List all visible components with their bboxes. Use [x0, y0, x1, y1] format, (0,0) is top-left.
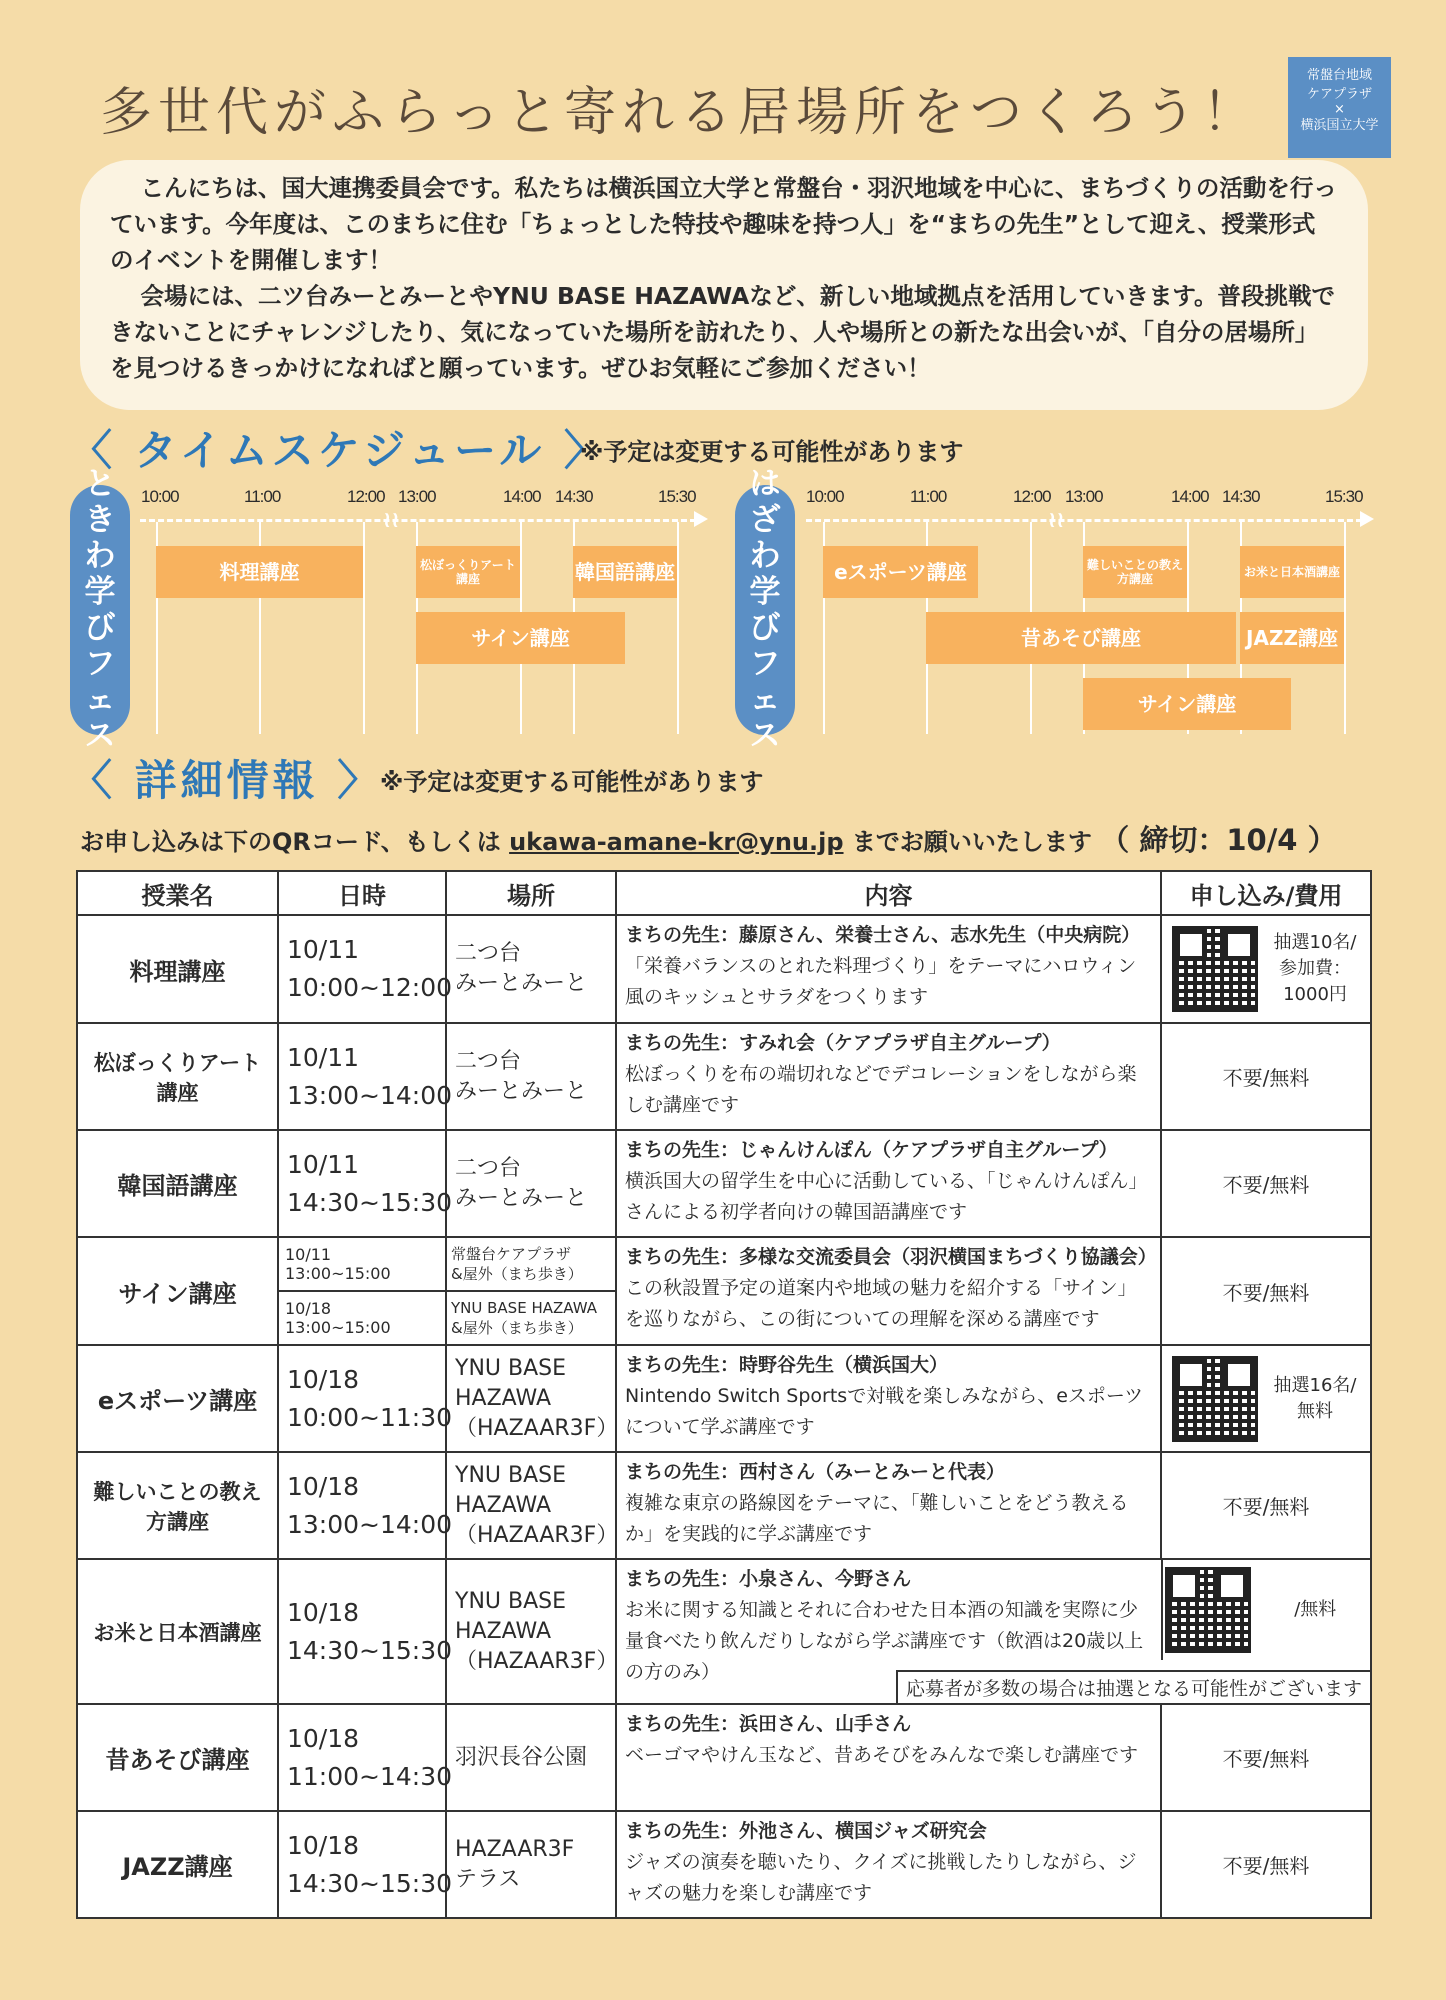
course-content: まちの先生：多様な交流委員会（羽沢横国まちづくり協議会） この秋設置予定の道案内や地域の魅力を紹介する「サイン」を巡りながら、この街についての理解を深める講座です	[616, 1237, 1161, 1345]
badge-line: ケアプラザ	[1306, 87, 1372, 102]
schedule-block-jazz: JAZZ講座	[1240, 612, 1344, 664]
intro-box	[80, 160, 1368, 410]
tick-label: 11:00	[910, 487, 947, 506]
table-row	[77, 1559, 1371, 1704]
schedule-block-esports: eスポーツ講座	[823, 546, 978, 598]
course-fee: 不要/無料	[1161, 1130, 1371, 1237]
schedule-block-teaching: 難しいことの教え方講座	[1083, 546, 1187, 598]
course-place: YNU BASE HAZAWA （HAZAAR3F）	[446, 1559, 616, 1704]
hazawa-fes-label: は ざ わ 学 び フ ェ ス	[735, 485, 795, 735]
tick-label: 10:00	[806, 487, 844, 506]
course-place: YNU BASE HAZAWA （HAZAAR3F）	[446, 1452, 616, 1559]
grid-line	[1344, 522, 1346, 734]
course-name: 昔あそび講座	[77, 1704, 278, 1811]
tokiwa-fes-label: と き わ 学 び フ ェ ス	[70, 485, 130, 735]
course-place: 常盤台ケアプラザ &屋外（まち歩き）	[446, 1237, 616, 1291]
details-heading: 〈 詳細情報 〉	[70, 756, 384, 805]
column-header: 場所	[446, 871, 616, 915]
course-fee: 不要/無料	[1161, 1237, 1371, 1345]
tick-label: 15:30	[658, 487, 696, 506]
table-row	[77, 1704, 1371, 1811]
course-place: YNU BASE HAZAWA &屋外（まち歩き）	[446, 1291, 616, 1345]
schedule-heading: 〈 タイムスケジュール 〉	[70, 426, 610, 475]
course-place: 二つ台 みーとみーと	[446, 915, 616, 1023]
course-content: まちの先生：すみれ会（ケアプラザ自主グループ） 松ぼっくりを布の端切れなどでデコレーションをしながら楽しむ講座です	[616, 1023, 1161, 1130]
tick-label: 14:00	[503, 487, 541, 506]
course-datetime: 10/11 14:30~15:30	[278, 1130, 446, 1237]
course-name: 料理講座	[77, 915, 278, 1023]
tick-label: 14:00	[1171, 487, 1209, 506]
course-fee: 不要/無料	[1161, 1811, 1371, 1918]
course-fee: /無料	[1161, 1560, 1370, 1660]
column-header: 申し込み/費用	[1161, 871, 1371, 915]
qr-code-icon[interactable]	[1172, 926, 1258, 1012]
course-content-fee	[616, 1559, 1371, 1704]
lottery-note: 応募者が多数の場合は抽選となる可能性がございます	[896, 1670, 1370, 1703]
course-content: まちの先生：時野谷先生（横浜国大） Nintendo Switch Sportsで対戦を楽しみながら、eスポーツについて学ぶ講座です	[616, 1345, 1161, 1452]
grid-line	[677, 522, 679, 734]
table-row	[77, 1811, 1371, 1918]
tick-label: 13:00	[1065, 487, 1103, 506]
details-note: ※予定は変更する可能性があります	[380, 768, 764, 796]
course-fee: 不要/無料	[1161, 1023, 1371, 1130]
course-datetime: 10/18 13:00~14:00	[278, 1452, 446, 1559]
column-header: 授業名	[77, 871, 278, 915]
schedule-block-oldplay: 昔あそび講座	[926, 612, 1236, 664]
course-place: 二つ台 みーとみーと	[446, 1130, 616, 1237]
course-name: お米と日本酒講座	[77, 1559, 278, 1704]
course-name: 韓国語講座	[77, 1130, 278, 1237]
schedule-block-korean: 韓国語講座	[573, 546, 677, 598]
course-datetime: 10/18 13:00~15:00	[278, 1291, 446, 1345]
course-datetime: 10/18 11:00~14:30	[278, 1704, 446, 1811]
schedule-block-rice-sake: お米と日本酒講座	[1240, 546, 1344, 598]
tick-label: 14:30	[555, 487, 593, 506]
grid-line	[363, 522, 365, 734]
course-name: 松ぼっくりアート講座	[77, 1023, 278, 1130]
course-datetime: 10/18 14:30~15:30	[278, 1559, 446, 1704]
course-place: YNU BASE HAZAWA （HAZAAR3F）	[446, 1345, 616, 1452]
course-place: 羽沢長谷公園	[446, 1704, 616, 1811]
course-content: まちの先生：小泉さん、今野さん お米に関する知識とそれに合わせた日本酒の知識を実際に少量食べたり飲んだりしながら学ぶ講座です（飲酒は20歳以上の方のみ）	[625, 1568, 1144, 1683]
apply-prefix: お申し込みは下のQRコード、もしくは	[80, 828, 501, 856]
tick-label: 10:00	[141, 487, 179, 506]
break-mark: ≀≀	[383, 508, 400, 533]
course-content: まちの先生：じゃんけんぽん（ケアプラザ自主グループ） 横浜国大の留学生を中心に活動している、「じゃんけんぽん」さんによる初学者向けの韓国語講座です	[616, 1130, 1161, 1237]
badge-line: 常盤台地域	[1306, 68, 1372, 83]
table-header-row	[77, 871, 1371, 915]
table-row	[77, 1345, 1371, 1452]
page-title: 多世代がふらっと寄れる居場所をつくろう！	[100, 83, 1261, 143]
apply-instructions	[80, 818, 1337, 859]
deadline: （ 締切：10/4 ）	[1100, 823, 1337, 857]
schedule-block-cooking: 料理講座	[156, 546, 363, 598]
tick-label: 15:30	[1325, 487, 1363, 506]
table-row	[77, 1130, 1371, 1237]
course-fee: 抽選16名/無料	[1161, 1345, 1371, 1452]
timeline-arrowhead	[1360, 511, 1374, 527]
course-content: まちの先生：浜田さん、山手さん ベーゴマやけん玉など、昔あそびをみんなで楽しむ講座です	[616, 1704, 1161, 1811]
course-datetime: 10/11 10:00~12:00	[278, 915, 446, 1023]
intro-paragraph: 会場には、二ツ台みーとみーとやYNU BASE HAZAWAなど、新しい地域拠点を活用していきます。普段挑戦できないことにチャレンジしたり、気になっていた場所を訪れたり、人や場所との新たな出会いが、「自分の居場所」を見つけるきっかけになればと願っています。ぜひお気軽にご参加ください！	[110, 282, 1335, 382]
table-row	[77, 1452, 1371, 1559]
course-datetime: 10/18 10:00~11:30	[278, 1345, 446, 1452]
timeline-arrowhead	[694, 511, 708, 527]
table-row	[77, 915, 1371, 1023]
schedule-block-pinecone: 松ぼっくりアート講座	[416, 546, 520, 598]
schedule-note: ※予定は変更する可能性があります	[580, 438, 964, 466]
apply-suffix: までお願いいたします	[851, 828, 1092, 856]
course-content: まちの先生：西村さん（みーとみーと代表） 複雑な東京の路線図をテーマに、「難しいことをどう教えるか」を実践的に学ぶ講座です	[616, 1452, 1161, 1559]
intro-paragraph: こんにちは、国大連携委員会です。私たちは横浜国立大学と常盤台・羽沢地域を中心に、まちづくりの活動を行っています。今年度は、このまちに住む「ちょっとした特技や趣味を持つ人」を“まちの先生”として迎え、授業形式のイベントを開催します！	[110, 174, 1337, 274]
table-row	[77, 1237, 1371, 1291]
tick-label: 12:00	[347, 487, 385, 506]
course-name: サイン講座	[77, 1237, 278, 1345]
column-header: 日時	[278, 871, 446, 915]
course-datetime: 10/18 14:30~15:30	[278, 1811, 446, 1918]
course-name: JAZZ講座	[77, 1811, 278, 1918]
badge-line: 横浜国立大学	[1300, 118, 1379, 133]
tick-label: 12:00	[1013, 487, 1051, 506]
organizer-badge	[1288, 57, 1391, 158]
badge-line: ×	[1334, 102, 1345, 117]
timeline-arrow	[140, 519, 696, 522]
course-content: まちの先生：藤原さん、栄養士さん、志水先生（中央病院） 「栄養バランスのとれた料理づくり」をテーマにハロウィン風のキッシュとサラダをつくります	[616, 915, 1161, 1023]
tick-label: 14:30	[1222, 487, 1260, 506]
apply-email-link[interactable]: ukawa-amane-kr@ynu.jp	[509, 828, 844, 856]
course-datetime: 10/11 13:00~14:00	[278, 1023, 446, 1130]
course-fee: 抽選10名/参加費：1000円	[1161, 915, 1371, 1023]
table-row	[77, 1023, 1371, 1130]
course-place: 二つ台 みーとみーと	[446, 1023, 616, 1130]
course-name: 難しいことの教え方講座	[77, 1452, 278, 1559]
course-name: eスポーツ講座	[77, 1345, 278, 1452]
course-place: HAZAAR3F テラス	[446, 1811, 616, 1918]
course-fee: 不要/無料	[1161, 1704, 1371, 1811]
course-datetime: 10/11 13:00~15:00	[278, 1237, 446, 1291]
tick-label: 11:00	[244, 487, 281, 506]
schedule-block-sign: サイン講座	[1083, 678, 1291, 730]
qr-code-icon[interactable]	[1165, 1567, 1251, 1653]
tick-label: 13:00	[398, 487, 436, 506]
schedule-block-sign: サイン講座	[416, 612, 625, 664]
course-content: まちの先生：外池さん、横国ジャズ研究会 ジャズの演奏を聴いたり、クイズに挑戦したりしながら、ジャズの魅力を楽しむ講座です	[616, 1811, 1161, 1918]
column-header: 内容	[616, 871, 1161, 915]
course-fee: 不要/無料	[1161, 1452, 1371, 1559]
qr-code-icon[interactable]	[1172, 1356, 1258, 1442]
break-mark: ≀≀	[1048, 508, 1065, 533]
details-table	[76, 870, 1372, 1919]
